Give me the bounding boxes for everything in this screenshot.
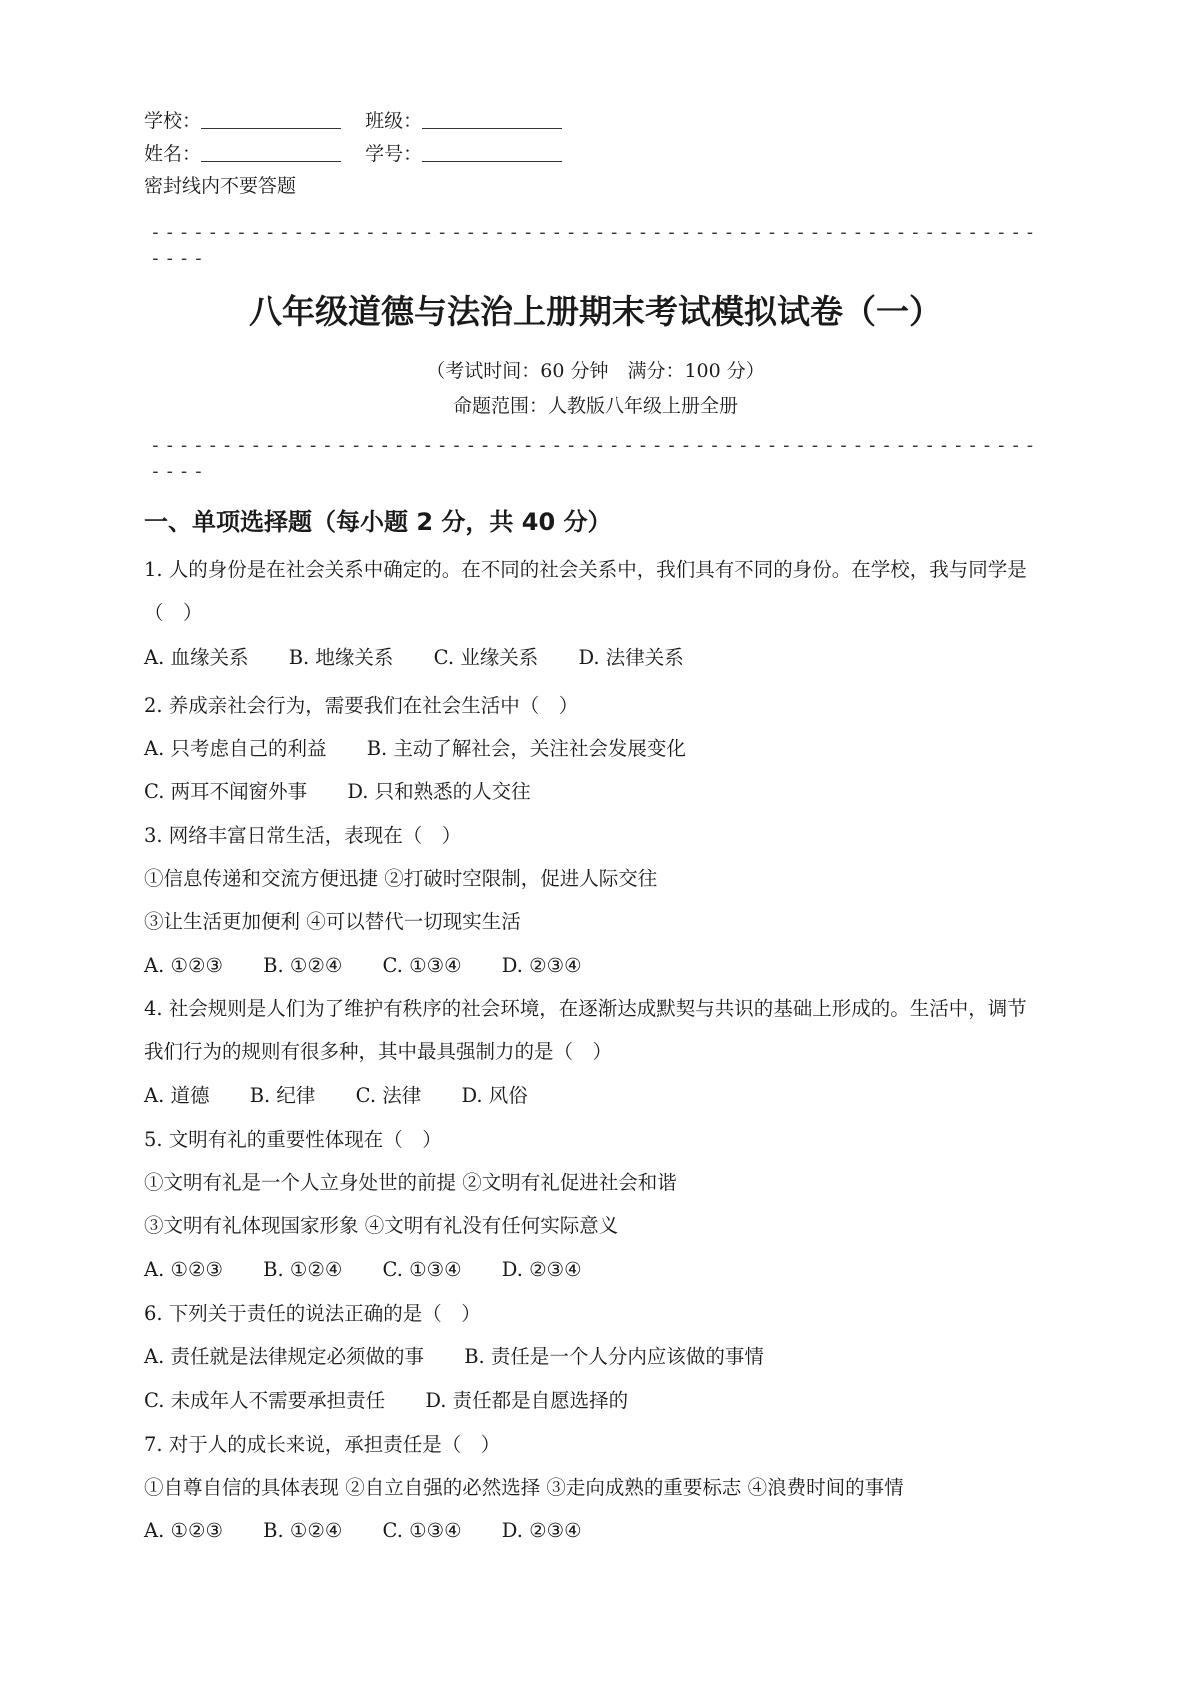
question-5-stem: 5. 文明有礼的重要性体现在（ ） [144,1128,442,1151]
option-c[interactable]: C. ①③④ [382,954,462,977]
class-blank[interactable] [422,110,562,129]
header-row-school-class [144,108,580,134]
question-4-options [144,1082,562,1110]
question-3-item-line-1: ①信息传递和交流方便迅捷 ②打破时空限制，促进人际交往 [144,867,658,890]
option-c[interactable]: C. 法律 [355,1084,422,1107]
name-blank[interactable] [201,143,341,162]
seal-dash-line-bottom: ------------------------------------------------------------------ [150,435,1039,482]
option-b[interactable]: B. 主动了解社会，关注社会发展变化 [366,737,686,760]
name-label: 姓名： [144,143,202,165]
option-a[interactable]: A. ①②③ [144,954,223,977]
class-label: 班级： [365,110,423,132]
school-blank[interactable] [201,110,341,129]
option-c[interactable]: C. ①③④ [382,1258,462,1281]
option-a[interactable]: A. ①②③ [144,1519,223,1542]
option-d[interactable]: D. ②③④ [501,954,582,977]
question-1-options [144,644,718,672]
option-d[interactable]: D. 法律关系 [578,646,684,669]
question-6-stem: 6. 下列关于责任的说法正确的是（ ） [144,1302,481,1325]
option-c[interactable]: C. 未成年人不需要承担责任 [144,1389,386,1412]
option-b[interactable]: B. 地缘关系 [288,646,394,669]
question-3-item-line-2: ③让生活更加便利 ④可以替代一切现实生活 [144,910,521,933]
school-label: 学校： [144,110,202,132]
option-a[interactable]: A. ①②③ [144,1258,223,1281]
question-5-item-line-1: ①文明有礼是一个人立身处世的前提 ②文明有礼促进社会和谐 [144,1171,677,1194]
option-c[interactable]: C. ①③④ [382,1519,462,1542]
question-2-options-row-2 [144,778,565,806]
option-a[interactable]: A. 血缘关系 [144,646,249,669]
seal-notice: 密封线内不要答题 [144,175,297,197]
seal-dash-line-top: ------------------------------------------------------------------ [150,222,1039,269]
question-7-item-line-1: ①自尊自信的具体表现 ②自立自强的必然选择 ③走向成熟的重要标志 ④浪费时间的事情 [144,1476,904,1499]
option-b[interactable]: B. 纪律 [249,1084,316,1107]
exam-time-info: （考试时间：60 分钟 满分：100 分） [426,360,765,382]
option-a[interactable]: A. 道德 [144,1084,210,1107]
question-3-options [144,952,616,980]
question-7-options [144,1517,616,1545]
option-c[interactable]: C. 两耳不闻窗外事 [144,780,308,803]
question-5-item-line-2: ③文明有礼体现国家形象 ④文明有礼没有任何实际意义 [144,1214,619,1237]
question-4-stem: 4. 社会规则是人们为了维护有秩序的社会环境，在逐渐达成默契与共识的基础上形成的。生活中，调节我们行为的规则有很多种，其中最具强制力的是（ ） [144,997,1027,1063]
question-1-stem: 1. 人的身份是在社会关系中确定的。在不同的社会关系中，我们具有不同的身份。在学校，我与同学是（ ） [144,558,1027,624]
option-d[interactable]: D. ②③④ [501,1519,582,1542]
question-6-options-row-1 [144,1343,798,1371]
option-d[interactable]: D. 责任都是自愿选择的 [425,1389,629,1412]
question-5-options [144,1256,616,1284]
id-blank[interactable] [422,143,562,162]
question-2-options-row-1 [144,735,720,763]
option-d[interactable]: D. ②③④ [501,1258,582,1281]
option-b[interactable]: B. 责任是一个人分内应该做的事情 [464,1345,764,1368]
question-7-stem: 7. 对于人的成长来说，承担责任是（ ） [144,1433,501,1456]
option-d[interactable]: D. 只和熟悉的人交往 [347,780,531,803]
option-c[interactable]: C. 业缘关系 [433,646,539,669]
question-2-stem: 2. 养成亲社会行为，需要我们在社会生活中（ ） [144,694,579,717]
option-b[interactable]: B. ①②④ [263,1519,343,1542]
exam-title: 八年级道德与法治上册期末考试模拟试卷（一） [249,292,942,331]
header-row-name-id [144,141,580,167]
question-3-stem: 3. 网络丰富日常生活，表现在（ ） [144,824,462,847]
option-a[interactable]: A. 只考虑自己的利益 [144,737,327,760]
option-a[interactable]: A. 责任就是法律规定必须做的事 [144,1345,424,1368]
exam-scope: 命题范围：人教版八年级上册全册 [452,395,738,417]
question-6-options-row-2 [144,1387,662,1415]
section-heading: 一、单项选择题（每小题 2 分，共 40 分） [144,508,612,536]
id-label: 学号： [365,143,423,165]
option-b[interactable]: B. ①②④ [263,1258,343,1281]
option-b[interactable]: B. ①②④ [263,954,343,977]
option-d[interactable]: D. 风俗 [461,1084,528,1107]
